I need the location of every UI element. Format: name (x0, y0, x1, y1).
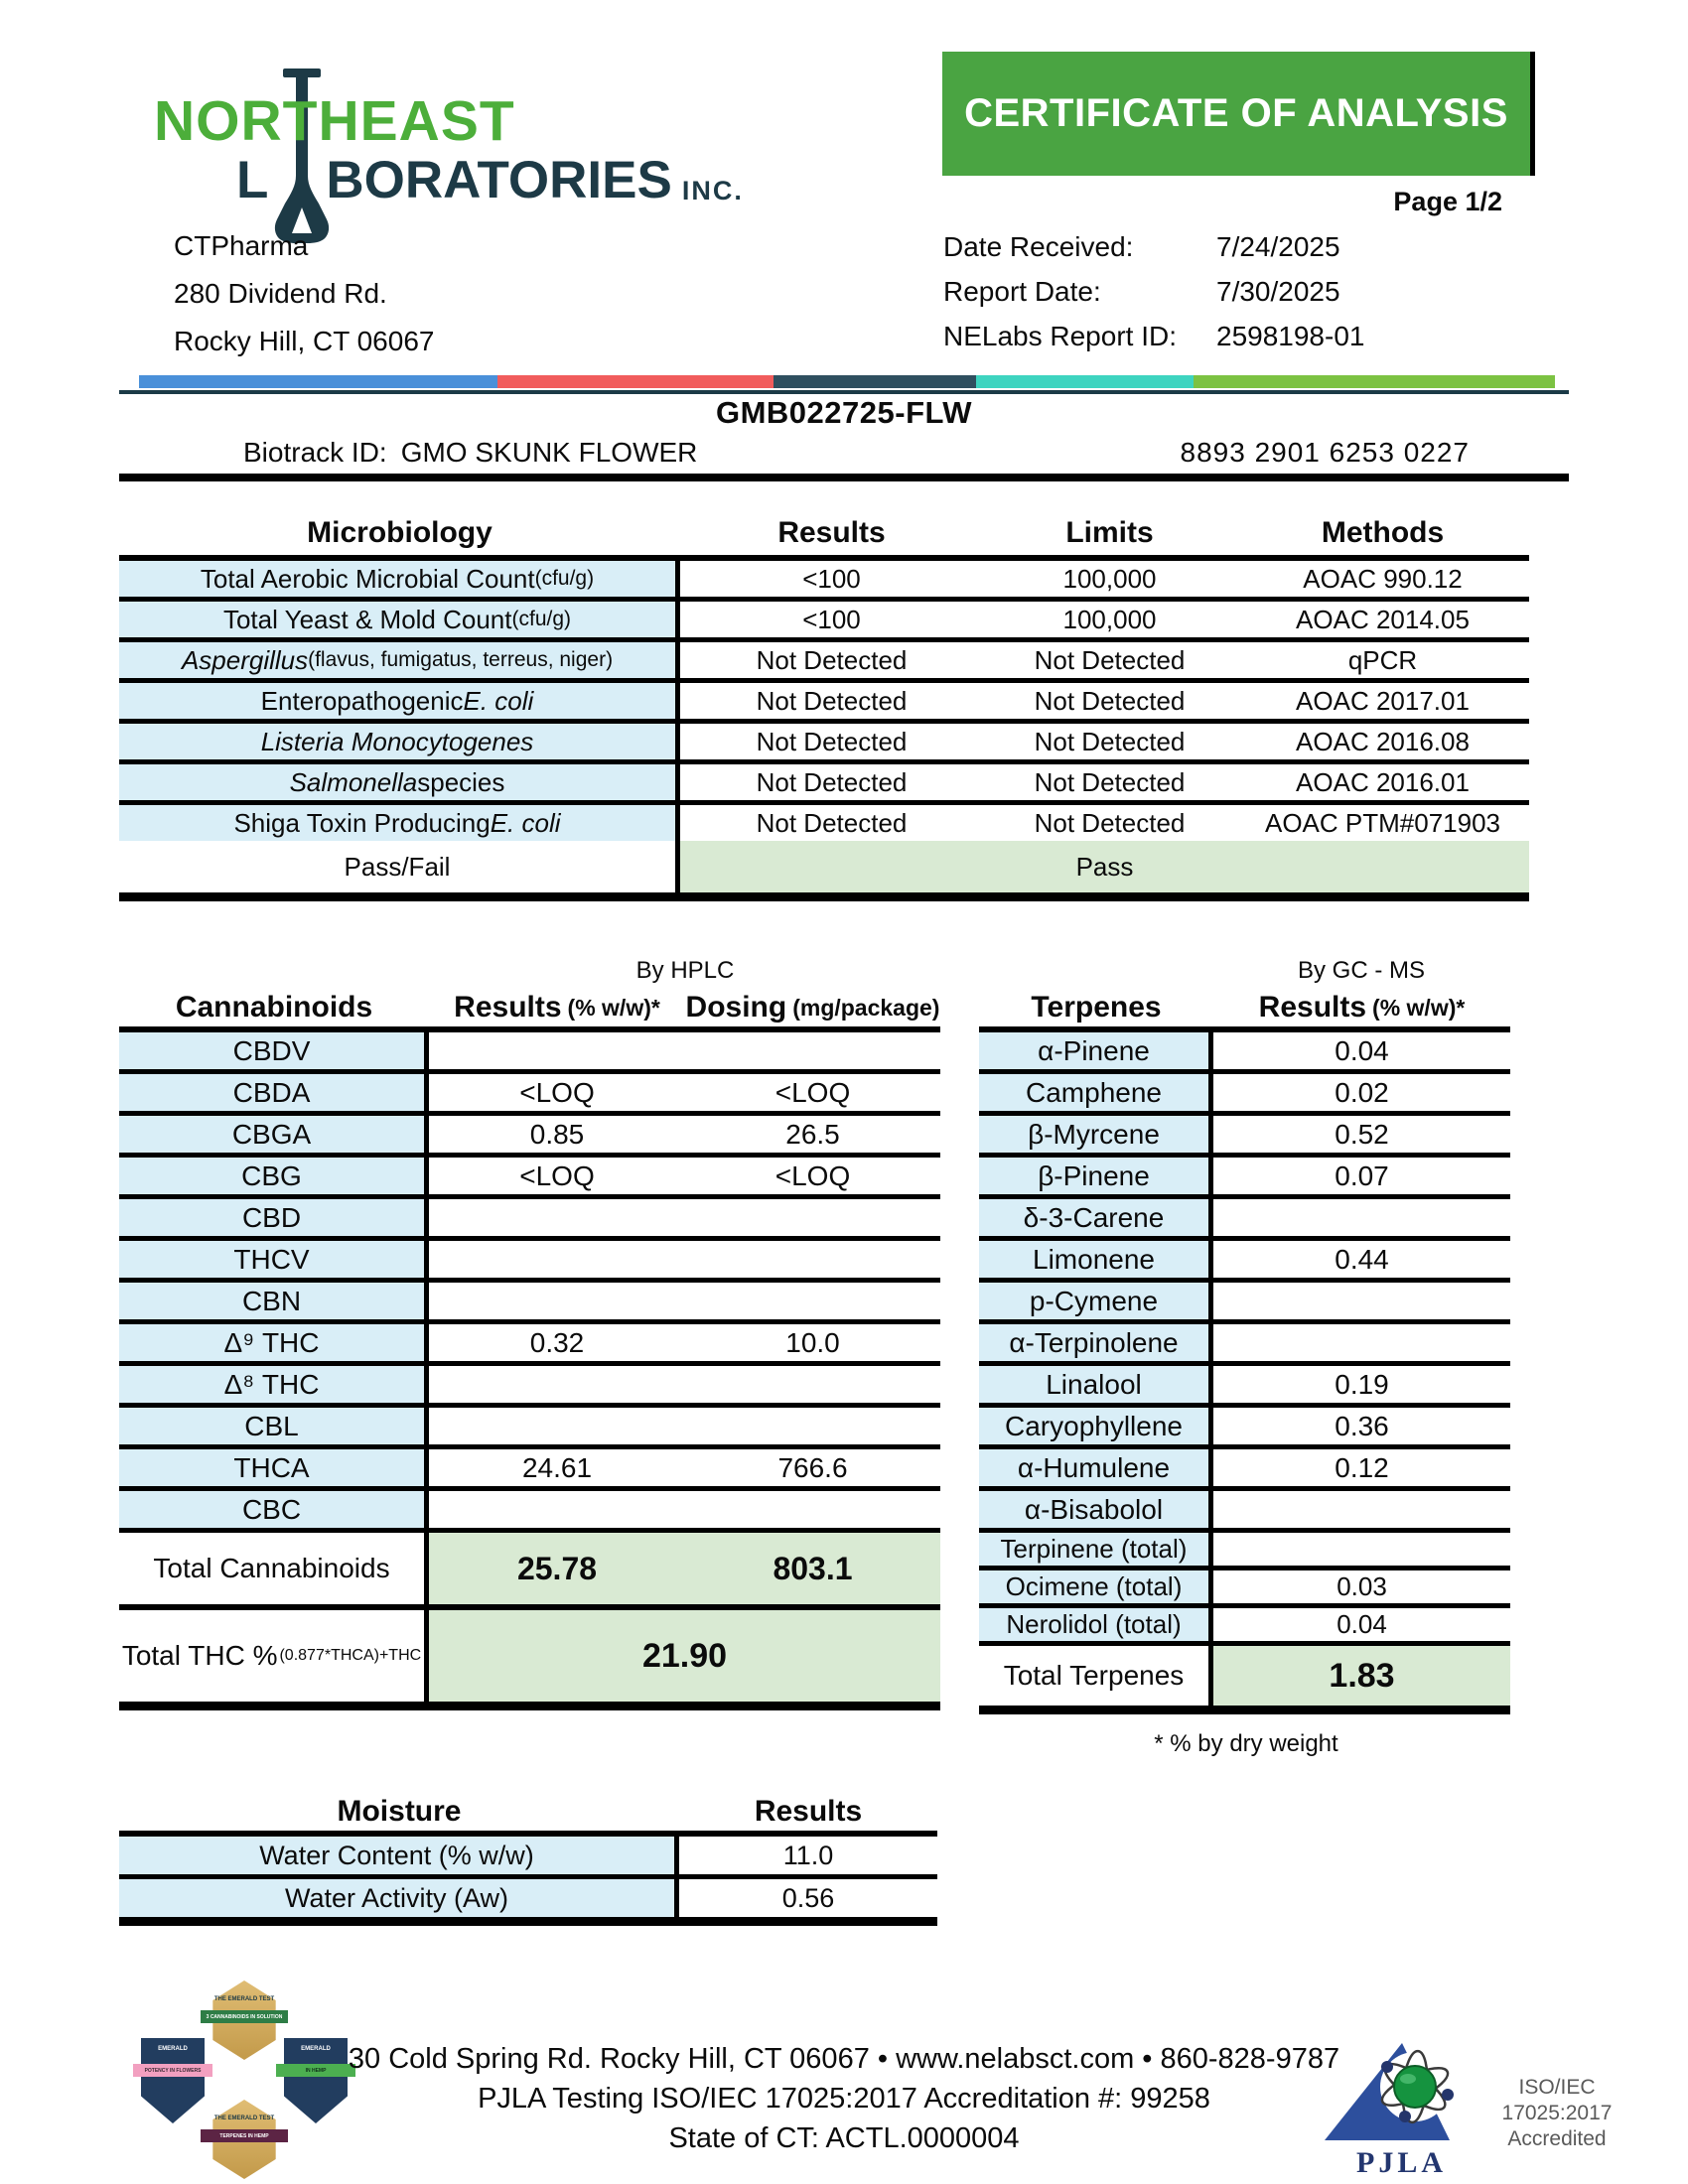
meta-date-received (943, 224, 1364, 269)
micro-row (119, 724, 1529, 764)
microbiology-table-body (119, 561, 1529, 841)
emerald-badge-bottom-ribbon: TERPENES IN HEMP (201, 2129, 288, 2142)
cannabinoid-row (119, 1283, 940, 1324)
terpene-result: 0.36 (1335, 1410, 1389, 1441)
emerald-badge-right-ribbon: IN HEMP (276, 2064, 355, 2077)
stripe-dark (774, 375, 976, 388)
cannabinoid-dosing: 766.6 (777, 1451, 848, 1483)
micro-analyte: Aspergillus (flavus, fumigatus, terreus, niger) (119, 642, 680, 678)
micro-analyte: Listeria Monocytogenes (119, 724, 680, 759)
cannabinoid-result (429, 1408, 685, 1444)
client-name: CTPharma (174, 230, 309, 261)
pjla-iso-line: ISO/IEC 17025:2017 (1501, 2076, 1613, 2124)
sample-id: GMB022725-FLW (715, 395, 972, 430)
micro-analyte: Shiga Toxin Producing E. coli (119, 805, 680, 841)
cannabinoid-dosing (685, 1491, 940, 1528)
client-street: 280 Dividend Rd. (174, 278, 387, 309)
emerald-badge-top-ribbon: 3 CANNABINOIDS IN SOLUTION (201, 2010, 288, 2023)
terpene-name: α-Pinene (979, 1032, 1213, 1069)
terpene-name: Caryophyllene (979, 1408, 1213, 1444)
cannabinoid-dosing (685, 1199, 940, 1236)
terpene-row (979, 1324, 1510, 1366)
logo-word-boratories: BORATORIES (326, 151, 672, 209)
moisture-results-header: Results (754, 1795, 863, 1828)
methods-header: Methods (1321, 516, 1445, 549)
section-divider-rule (119, 474, 1569, 481)
moisture-table-body (119, 1837, 937, 1917)
cannabinoid-row (119, 1408, 940, 1449)
terpene-result: 0.12 (1335, 1451, 1389, 1483)
cannabinoid-name: CBD (119, 1199, 429, 1236)
moisture-header: Moisture (337, 1795, 462, 1828)
cannabinoids-header-row (119, 989, 940, 1032)
logo-inc-suffix: INC. (681, 176, 744, 205)
micro-analyte: Total Yeast & Mold Count (cfu/g) (119, 602, 680, 637)
emerald-badge-right-title: EMERALD (301, 2046, 331, 2052)
date-received-value: 7/24/2025 (1216, 230, 1340, 262)
moisture-row (119, 1879, 937, 1917)
terpene-row (979, 1608, 1510, 1646)
moisture-analyte: Water Content (% w/w) (119, 1837, 679, 1874)
microbiology-header: Microbiology (307, 516, 492, 549)
cannabinoid-result (429, 1241, 685, 1278)
pass-fail-value: Pass (680, 841, 1529, 892)
report-date-value: 7/30/2025 (1216, 275, 1340, 307)
cannabinoid-row (119, 1241, 940, 1283)
terpene-result (1213, 1533, 1510, 1566)
logo-letter-l: L (236, 151, 269, 209)
pjla-accreditation-text (1477, 2075, 1636, 2152)
cannabinoid-dosing: <LOQ (774, 1160, 851, 1191)
moisture-result: 0.56 (781, 1882, 835, 1913)
micro-row (119, 805, 1529, 841)
cannabinoid-result: 0.85 (529, 1118, 585, 1150)
terpene-name: α-Bisabolol (979, 1491, 1213, 1528)
cannabinoid-name: CBG (119, 1158, 429, 1194)
meta-report-id (943, 314, 1364, 358)
terpene-row (979, 1449, 1510, 1491)
moisture-header-row (119, 1793, 937, 1837)
stripe-green (1194, 375, 1555, 388)
micro-analyte: Salmonella species (119, 764, 680, 800)
total-cannabinoids-values (429, 1533, 940, 1604)
terpene-result: 0.03 (1336, 1571, 1387, 1601)
terpene-row (979, 1241, 1510, 1283)
micro-result: <100 (802, 604, 861, 634)
biotrack-label: Biotrack ID: (243, 437, 387, 468)
report-date-label: Report Date: (943, 275, 1101, 307)
micro-result: Not Detected (756, 644, 908, 675)
cannabinoid-result (429, 1199, 685, 1236)
cannabinoid-dosing: 10.0 (785, 1326, 840, 1358)
emerald-badge-title: THE EMERALD TEST (213, 1996, 275, 2002)
cannabinoid-row (119, 1491, 940, 1533)
total-cannabinoids-result: 25.78 (516, 1550, 598, 1586)
microbiology-table (119, 511, 1529, 901)
cannabinoid-row (119, 1116, 940, 1158)
dosing-unit: (mg/package) (792, 994, 940, 1021)
terpene-result: 0.07 (1335, 1160, 1389, 1191)
terpene-row (979, 1283, 1510, 1324)
micro-limit: 100,000 (1062, 604, 1157, 634)
emerald-badge-left-ribbon: POTENCY IN FLOWERS (133, 2064, 212, 2077)
results-word: Results (454, 991, 562, 1024)
biotrack-value: GMO SKUNK FLOWER (400, 437, 698, 468)
cannabinoid-dosing: 26.5 (785, 1118, 840, 1150)
client-address-block (174, 222, 434, 365)
cannabinoid-name: CBN (119, 1283, 429, 1319)
gcms-method-note: By GC - MS (1297, 957, 1425, 984)
micro-method: AOAC 2016.08 (1296, 726, 1470, 756)
terpene-results-unit: (% w/w)* (1372, 994, 1466, 1021)
cannabinoid-dosing (685, 1241, 940, 1278)
moisture-analyte: Water Activity (Aw) (119, 1879, 679, 1917)
terpene-name: Limonene (979, 1241, 1213, 1278)
stripe-underline (119, 390, 1569, 394)
terpene-result: 0.19 (1335, 1368, 1389, 1400)
micro-result: Not Detected (756, 766, 908, 797)
dosing-word: Dosing (685, 991, 787, 1024)
terpene-name: δ-3-Carene (979, 1199, 1213, 1236)
terpene-name: Terpinene (total) (979, 1533, 1213, 1566)
terpene-result: 0.52 (1335, 1118, 1389, 1150)
total-thc-row (119, 1610, 940, 1702)
terpene-result (1213, 1199, 1510, 1236)
micro-row (119, 683, 1529, 724)
micro-result: <100 (802, 563, 861, 594)
micro-row (119, 642, 1529, 683)
total-terpenes-label: Total Terpenes (979, 1646, 1213, 1706)
micro-result: Not Detected (756, 685, 908, 716)
cannabinoid-name: CBDA (119, 1074, 429, 1111)
terpene-result: 0.02 (1335, 1076, 1389, 1108)
cannabinoid-name: CBGA (119, 1116, 429, 1153)
terpene-name: Ocimene (total) (979, 1570, 1213, 1603)
terpene-row (979, 1570, 1510, 1608)
total-thc-label (119, 1610, 429, 1702)
report-id-value: 2598198-01 (1216, 320, 1365, 351)
moisture-result: 11.0 (782, 1840, 834, 1870)
micro-limit: Not Detected (1034, 685, 1186, 716)
cannabinoid-dosing: <LOQ (774, 1076, 851, 1108)
total-terpenes-row (979, 1646, 1510, 1706)
micro-result: Not Detected (756, 726, 908, 756)
page-number: Page 1/2 (1393, 187, 1502, 216)
micro-method: AOAC 2014.05 (1296, 604, 1470, 634)
terpene-row (979, 1158, 1510, 1199)
date-received-label: Date Received: (943, 230, 1134, 262)
micro-limit: Not Detected (1034, 807, 1186, 838)
micro-result: Not Detected (756, 807, 908, 838)
cannabinoid-dosing (685, 1366, 940, 1403)
cannabinoid-result (429, 1032, 685, 1069)
terpene-row (979, 1074, 1510, 1116)
total-thc-value: 21.90 (429, 1610, 940, 1702)
total-cannabinoids-row (119, 1533, 940, 1610)
terpene-result: 0.04 (1335, 1034, 1389, 1066)
total-cannabinoids-dosing: 803.1 (773, 1550, 853, 1586)
cannabinoid-result: <LOQ (519, 1076, 595, 1108)
footer-accreditation-line: PJLA Testing ISO/IEC 17025:2017 Accreditation #: 99258 (478, 2083, 1210, 2115)
cannabinoid-row (119, 1158, 940, 1199)
cannabinoid-dosing (685, 1283, 940, 1319)
terpene-row (979, 1116, 1510, 1158)
terpene-name: p-Cymene (979, 1283, 1213, 1319)
pass-fail-row (119, 841, 1529, 892)
terpenes-header-row (979, 989, 1510, 1032)
limits-header: Limits (1065, 516, 1154, 549)
barcode-number: 8893 2901 6253 0227 (1180, 437, 1470, 468)
dry-weight-footnote: * % by dry weight (1154, 1730, 1338, 1757)
cannabinoid-name: THCV (119, 1241, 429, 1278)
results-unit: (% w/w)* (567, 994, 660, 1021)
certificate-of-analysis-banner: CERTIFICATE OF ANALYSIS (942, 52, 1530, 176)
terpenes-header: Terpenes (1031, 991, 1162, 1024)
cannabinoid-row (119, 1449, 940, 1491)
report-id-label: NELabs Report ID: (943, 320, 1177, 351)
stripe-blue (139, 375, 497, 388)
terpene-row (979, 1199, 1510, 1241)
cannabinoid-row (119, 1366, 940, 1408)
footer-address-line: 30 Cold Spring Rd. Rocky Hill, CT 06067 • www.nelabsct.com • 860-828-9787 (348, 2043, 1340, 2075)
cannabinoid-name: THCA (119, 1449, 429, 1486)
hplc-method-note: By HPLC (635, 957, 735, 984)
biotrack-row (243, 437, 697, 469)
cannabinoid-dosing (685, 1408, 940, 1444)
cannabinoid-name: CBC (119, 1491, 429, 1528)
total-terpenes-value: 1.83 (1213, 1646, 1510, 1706)
cannabinoid-row (119, 1324, 940, 1366)
terpenes-table (979, 989, 1510, 1714)
results-header: Results (777, 516, 886, 549)
terpene-name: Nerolidol (total) (979, 1608, 1213, 1641)
pjla-accredited-line: Accredited (1507, 2127, 1607, 2150)
cannabinoid-result (429, 1366, 685, 1403)
report-meta-block (943, 224, 1364, 358)
cannabinoid-name: Δ⁹ THC (119, 1324, 429, 1361)
total-thc-formula: (0.877*THCA)+THC (279, 1647, 422, 1664)
terpene-name: Camphene (979, 1074, 1213, 1111)
terpene-name: Linalool (979, 1366, 1213, 1403)
micro-row (119, 602, 1529, 642)
pjla-logo (1321, 2037, 1618, 2184)
stripe-red (497, 375, 774, 388)
logo-word-laboratories (236, 150, 744, 210)
cannabinoids-header: Cannabinoids (175, 991, 373, 1024)
terpene-results-header (1213, 989, 1510, 1026)
micro-row (119, 561, 1529, 602)
microbiology-header-row (119, 511, 1529, 561)
terpene-name: α-Terpinolene (979, 1324, 1213, 1361)
color-stripe-bar (139, 375, 1555, 388)
cannabinoid-row (119, 1074, 940, 1116)
micro-limit: Not Detected (1034, 766, 1186, 797)
pjla-triangle-atom-icon (1321, 2037, 1470, 2184)
cannabinoid-result: <LOQ (519, 1160, 595, 1191)
cannabinoid-row (119, 1032, 940, 1074)
cannabinoid-dosing-header (685, 989, 940, 1026)
terpene-row (979, 1408, 1510, 1449)
terpene-result (1213, 1324, 1510, 1361)
terpene-row (979, 1491, 1510, 1533)
meta-report-date (943, 269, 1364, 314)
micro-method: qPCR (1347, 644, 1418, 675)
northeast-laboratories-logo (149, 55, 784, 209)
terpene-row (979, 1366, 1510, 1408)
terpene-row (979, 1032, 1510, 1074)
cannabinoid-name: Δ⁸ THC (119, 1366, 429, 1403)
micro-limit: 100,000 (1062, 563, 1157, 594)
terpene-result (1213, 1283, 1510, 1319)
terpene-row (979, 1533, 1510, 1570)
cannabinoid-dosing (685, 1032, 940, 1069)
terpene-result: 0.04 (1336, 1609, 1387, 1639)
cannabinoid-result (429, 1283, 685, 1319)
cannabinoid-name: CBDV (119, 1032, 429, 1069)
emerald-badge-bottom-title: THE EMERALD TEST (213, 2116, 275, 2121)
moisture-table (119, 1793, 937, 1926)
cannabinoid-result: 0.32 (529, 1326, 585, 1358)
micro-method: AOAC 2017.01 (1296, 685, 1470, 716)
terpene-results-word: Results (1258, 991, 1367, 1024)
cannabinoid-result: 24.61 (521, 1451, 593, 1483)
total-thc-text: Total THC % (121, 1640, 278, 1671)
micro-row (119, 764, 1529, 805)
banner-edge-line (1530, 52, 1535, 176)
micro-limit: Not Detected (1034, 644, 1186, 675)
total-cannabinoids-label: Total Cannabinoids (119, 1533, 429, 1604)
cannabinoid-name: CBL (119, 1408, 429, 1444)
micro-method: AOAC 2016.01 (1296, 766, 1470, 797)
logo-word-northeast: NORTHEAST (154, 89, 515, 153)
micro-method: AOAC PTM#071903 (1264, 807, 1500, 838)
cannabinoids-table-body (119, 1032, 940, 1533)
terpene-name: β-Myrcene (979, 1116, 1213, 1153)
cannabinoid-row (119, 1199, 940, 1241)
moisture-row (119, 1837, 937, 1879)
client-city: Rocky Hill, CT 06067 (174, 326, 435, 356)
micro-method: AOAC 990.12 (1303, 563, 1463, 594)
terpene-name: β-Pinene (979, 1158, 1213, 1194)
micro-analyte: Total Aerobic Microbial Count (cfu/g) (119, 561, 680, 597)
stripe-teal (976, 375, 1195, 388)
cannabinoid-result (429, 1491, 685, 1528)
pass-fail-label: Pass/Fail (119, 841, 680, 892)
terpene-result: 0.44 (1335, 1243, 1389, 1275)
pjla-wordmark: PJLA (1356, 2146, 1447, 2179)
cannabinoid-results-header (429, 989, 685, 1026)
terpene-name: α-Humulene (979, 1449, 1213, 1486)
micro-limit: Not Detected (1034, 726, 1186, 756)
emerald-badge-left-title: EMERALD (158, 2046, 188, 2052)
terpenes-table-body (979, 1032, 1510, 1646)
cannabinoids-table (119, 989, 940, 1710)
footer-state-license-line: State of CT: ACTL.0000004 (668, 2122, 1020, 2154)
terpene-result (1213, 1491, 1510, 1528)
micro-analyte: Enteropathogenic E. coli (119, 683, 680, 719)
